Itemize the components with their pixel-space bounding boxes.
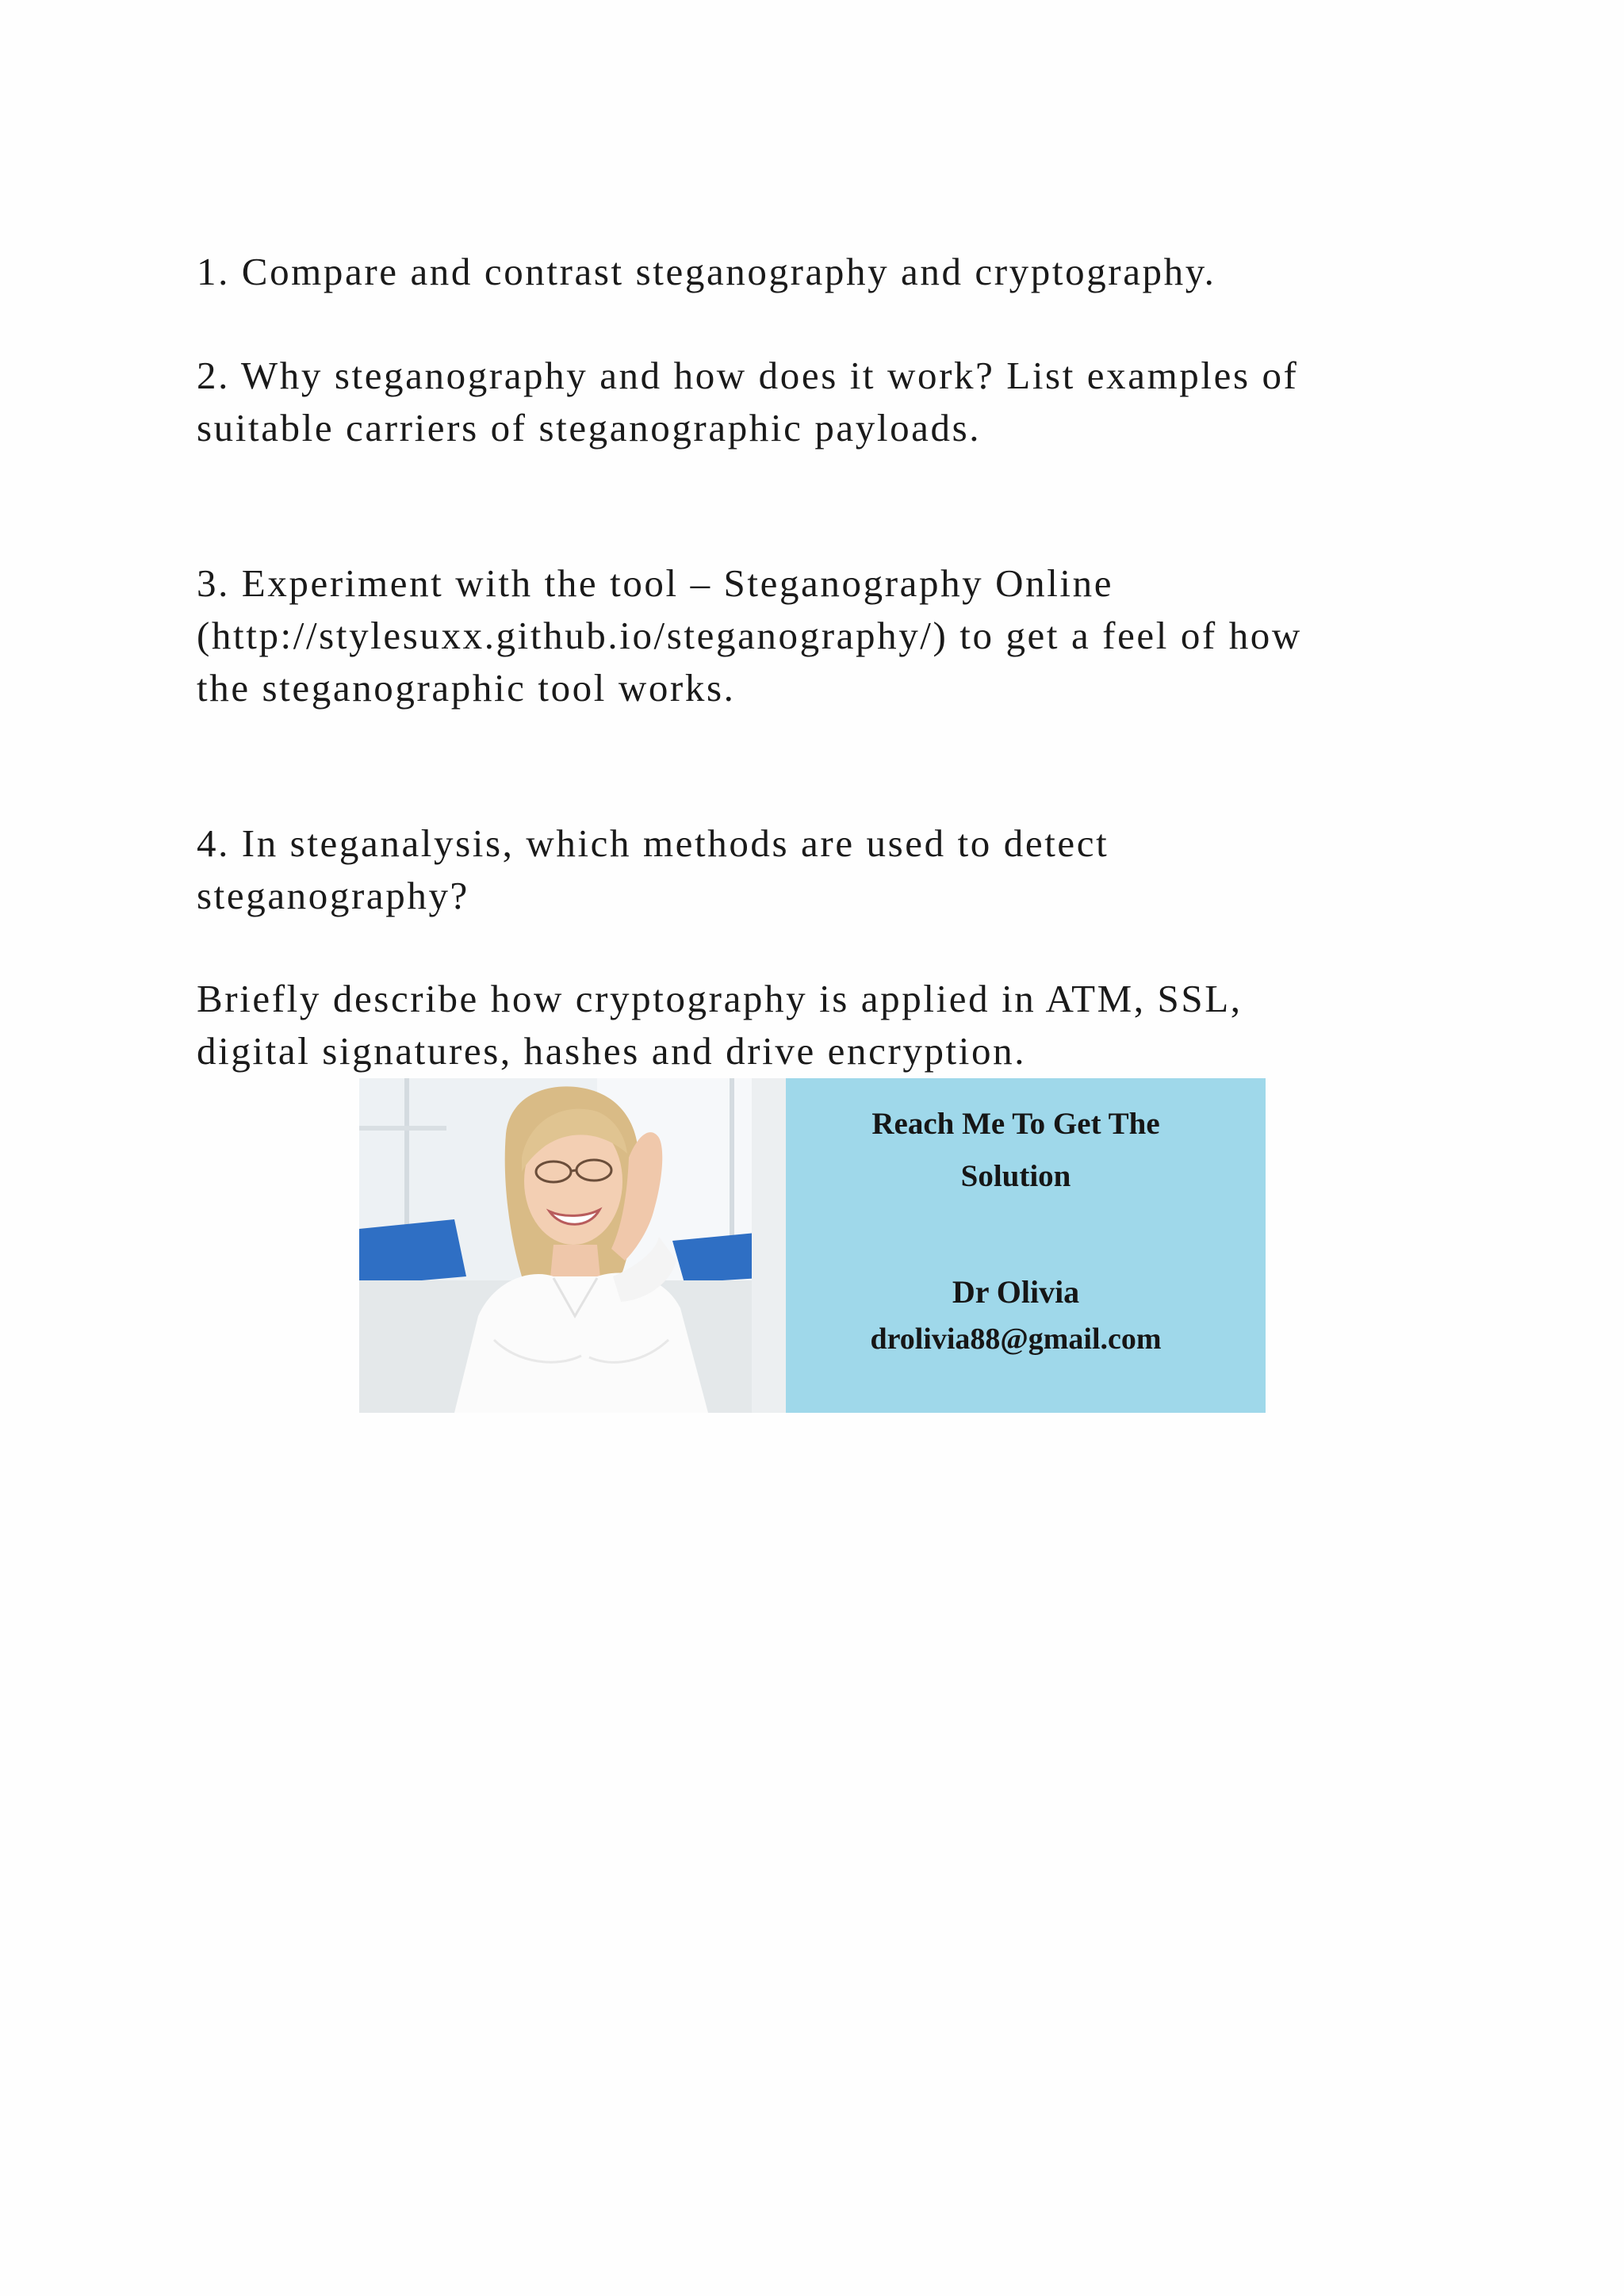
question-2 — [197, 350, 1434, 454]
question-4-line-1: 4. In steganalysis, which methods are used to detect — [197, 821, 1109, 865]
question-1 — [197, 246, 1434, 298]
question-4-line-2: steganography? — [197, 874, 469, 917]
question-2-line-2: suitable carriers of steganographic payloads. — [197, 406, 982, 450]
contact-name: Dr Olivia — [952, 1274, 1080, 1310]
question-3-line-2: (http://stylesuxx.github.io/steganography/) to get a feel of how — [197, 614, 1302, 657]
banner-heading-line-2: Solution — [960, 1159, 1071, 1193]
photo-illustration — [359, 1078, 786, 1413]
question-5 — [197, 973, 1434, 1077]
contact-panel — [786, 1078, 1266, 1413]
question-5-line-1: Briefly describe how cryptography is applied in ATM, SSL, — [197, 977, 1243, 1020]
contact-email[interactable]: drolivia88@gmail.com — [870, 1322, 1162, 1356]
promo-banner — [359, 1078, 1266, 1413]
question-2-line-1: 2. Why steganography and how does it work? List examples of — [197, 354, 1299, 397]
question-3-line-3: the steganographic tool works. — [197, 666, 736, 710]
question-3-line-1: 3. Experiment with the tool – Steganography Online — [197, 561, 1114, 605]
question-4 — [197, 817, 1434, 922]
banner-heading-line-1: Reach Me To Get The — [871, 1107, 1160, 1141]
question-1-line-1: 1. Compare and contrast steganography and cryptography. — [197, 250, 1216, 293]
woman-photo — [359, 1078, 786, 1413]
question-3 — [197, 557, 1434, 714]
question-5-line-2: digital signatures, hashes and drive encryption. — [197, 1029, 1027, 1073]
